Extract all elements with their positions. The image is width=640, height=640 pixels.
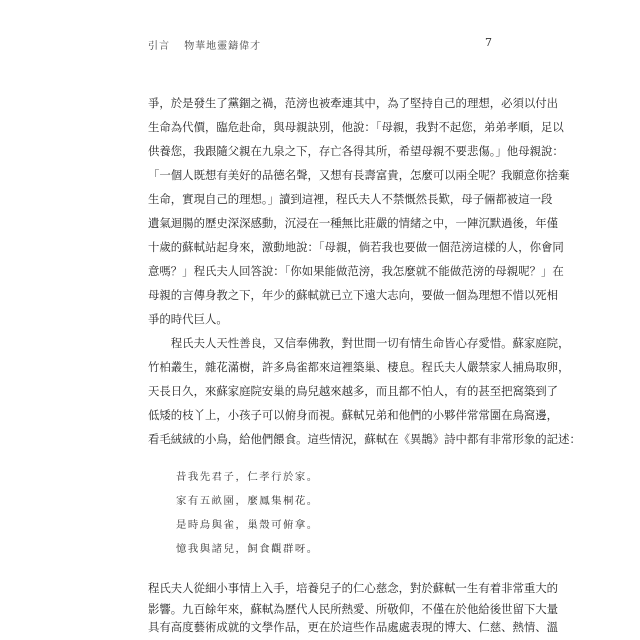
text-line: 「一個人既想有美好的品德名聲，又想有長壽富貴，怎麼可以兩全呢？我願意你捨棄 <box>148 168 570 182</box>
text-line: 爭，於是發生了黨錮之禍，范滂也被牽連其中，為了堅持自己的理想，必須以付出 <box>148 96 559 110</box>
text-line: 天長日久，來蘇家庭院安巢的鳥兒越來越多，而且都不怕人，有的甚至把窩築到了 <box>148 384 559 398</box>
running-head <box>148 37 261 52</box>
text-line: 影響。九百餘年來，蘇軾為歷代人民所熱愛、所敬仰，不僅在於他給後世留下大量 <box>148 602 559 616</box>
text-line: 程氏夫人天性善良，又信奉佛教，對世間一切有情生命皆心存愛惜。蘇家庭院， <box>148 336 570 350</box>
text-line: 生命為代價，臨危赴命，與母親訣別，他說：「母親，我對不起您，弟弟孝順，足以 <box>148 120 564 134</box>
chapter-title: 物華地靈鑄偉才 <box>184 41 262 52</box>
text-line: 竹柏叢生，雜花滿樹，許多鳥雀都來這裡築巢、棲息。程氏夫人嚴禁家人捕鳥取卵， <box>148 360 570 374</box>
poem-line: 家有五畝園，麼鳳集桐花。 <box>176 495 319 507</box>
poem-line: 憶我與諸兒，飼食觀群呀。 <box>176 543 319 555</box>
text-line: 遺氣迴腸的歷史深深感動，沉浸在一種無比莊嚴的情緒之中，一陣沉默過後，年僅 <box>148 216 559 230</box>
text-line: 意嗎？」程氏夫人回答說：「你如果能做范滂，我怎麼就不能做范滂的母親呢？」在 <box>148 264 564 278</box>
text-line: 看毛絨絨的小鳥，給他們餵食。這些情況，蘇軾在《異鵲》詩中都有非常形象的記述： <box>148 432 581 446</box>
section-label: 引言 <box>148 41 170 52</box>
text-line: 爭的時代巨人。 <box>148 312 228 326</box>
text-line: 母親的言傳身教之下，年少的蘇軾就已立下遠大志向，要做一個為理想不惜以死相 <box>148 288 559 302</box>
text-line: 十歲的蘇軾站起身來，激動地說：「母親，倘若我也要做一個范滂這樣的人，你會同 <box>148 240 564 254</box>
text-line: 供養您，我跟隨父親在九泉之下，存亡各得其所，希望母親不要悲傷。」他母親說： <box>148 144 564 158</box>
text-line: 具有高度藝術成就的文學作品，更在於這些作品處處表現的博大、仁慈、熱情、溫 <box>148 620 559 634</box>
text-line: 生命，實現自己的理想。」讀到這裡，程氏夫人不禁慨然長歎，母子倆都被這一段 <box>148 192 553 206</box>
text-line: 程氏夫人從細小事情上入手，培養兒子的仁心慈念，對於蘇軾一生有着非常重大的 <box>148 581 559 595</box>
poem-line: 昔我先君子，仁孝行於家。 <box>176 471 319 483</box>
poem-line: 是時烏與雀，巢殼可俯拿。 <box>176 519 319 531</box>
page-number: 7 <box>485 36 492 49</box>
text-line: 低矮的枝丫上，小孩子可以俯身而視。蘇軾兄弟和他們的小夥伴常常圍在鳥窩邊， <box>148 408 559 422</box>
